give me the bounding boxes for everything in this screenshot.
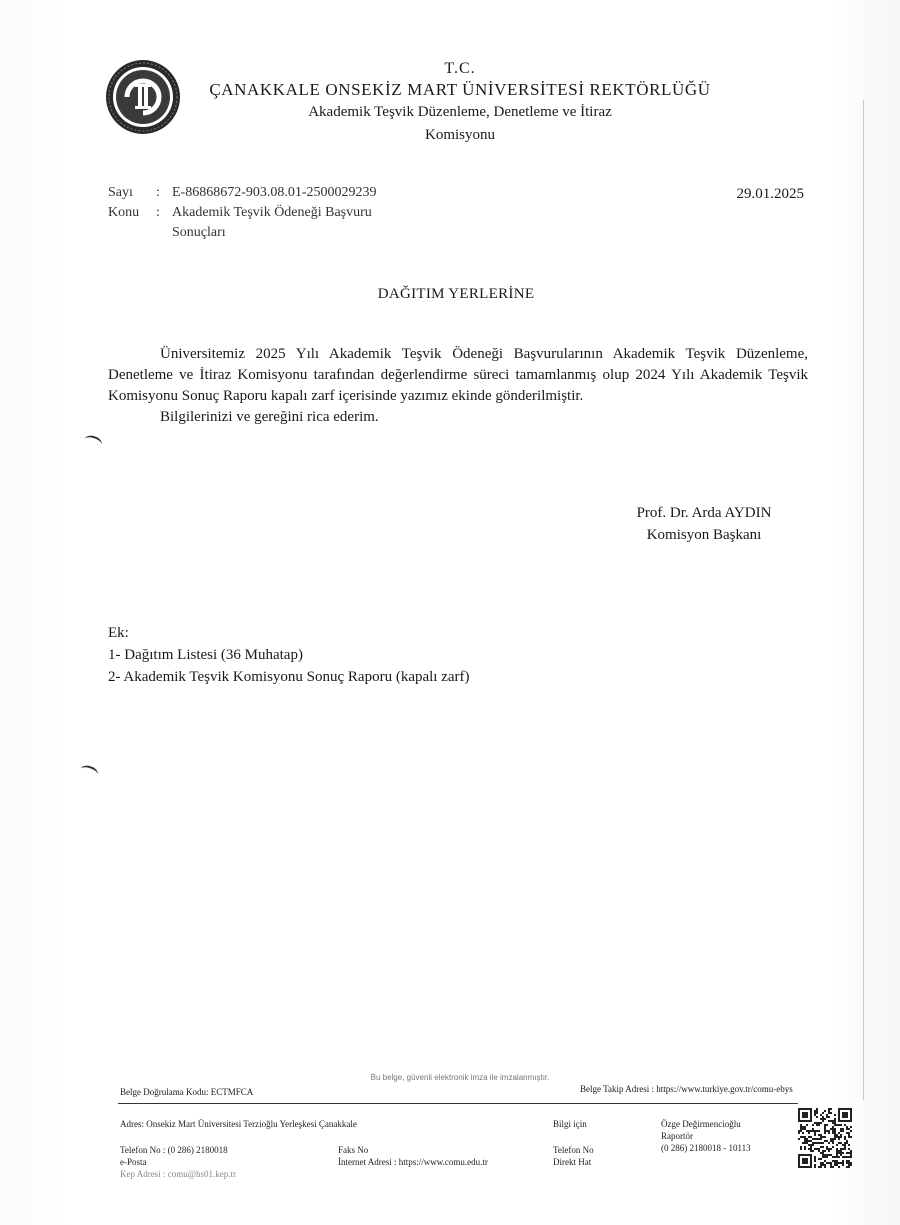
footer-info-label: Bilgi için bbox=[553, 1119, 587, 1129]
annex-item: 2- Akademik Teşvik Komisyonu Sonuç Raporu (kapalı zarf) bbox=[108, 669, 470, 685]
margin-mark bbox=[79, 764, 100, 781]
footer-direct-line: Direkt Hat bbox=[553, 1157, 592, 1167]
konu-value: Akademik Teşvik Ödeneği Başvuru Sonuçları bbox=[172, 205, 372, 240]
sayi-separator: : bbox=[156, 185, 160, 200]
footer-address: Adres: Onsekiz Mart Üniversitesi Terzioğlu Yerleşkesi Çanakkale bbox=[120, 1119, 357, 1129]
body-paragraph-2: Bilgilerinizi ve gereğini rica ederim. bbox=[160, 409, 379, 425]
header-tc: T.C. bbox=[444, 60, 476, 77]
contact-phone: (0 286) 2180018 - 10113 bbox=[661, 1143, 751, 1153]
page-edge-line bbox=[863, 100, 864, 1100]
konu-label: Konu bbox=[108, 205, 140, 220]
footer-email-label: e-Posta bbox=[120, 1157, 147, 1167]
footer-divider bbox=[118, 1103, 798, 1104]
footer-contact bbox=[120, 1118, 800, 1198]
footer-kep: Kep Adresi : comu@hs01.kep.tr bbox=[120, 1169, 237, 1179]
letter-body bbox=[108, 344, 808, 428]
contact-name: Özge Değirmencioğlu bbox=[661, 1119, 741, 1129]
annex-item: 1- Dağıtım Listesi (36 Muhatap) bbox=[108, 647, 303, 663]
document-date: 29.01.2025 bbox=[736, 186, 804, 202]
sayi-value: E-86868672-903.08.01-2500029239 bbox=[172, 185, 377, 200]
body-paragraph-1: Üniversitemiz 2025 Yılı Akademik Teşvik Ödeneği Başvurularının Akademik Teşvik Düzenleme, Denetleme ve İtiraz Komisyonu tarafından değerlendirme süreci tamamlanmış olup 2024 Yılı Akademik Teşvik Komisyonu Sonuç Raporu kapalı zarf içerisinde yazımız ekinde gönderilmiştir. bbox=[108, 346, 808, 404]
annex-block bbox=[108, 622, 470, 688]
header-university: ÇANAKKALE ONSEKİZ MART ÜNİVERSİTESİ REKTÖRLÜĞÜ bbox=[209, 80, 711, 99]
sayi-label: Sayı bbox=[108, 185, 133, 200]
header-commission: Akademik Teşvik Düzenleme, Denetleme ve İtiraz bbox=[308, 104, 612, 120]
document-meta bbox=[108, 183, 452, 243]
konu-separator: : bbox=[156, 205, 160, 220]
contact-title: Raportör bbox=[661, 1131, 693, 1141]
verification-code: Belge Doğrulama Kodu: ECTMFCA bbox=[120, 1087, 254, 1097]
signatory-name: Prof. Dr. Arda AYDIN bbox=[636, 505, 772, 521]
e-signature-note: Bu belge, güvenli elektronik imza ile imzalanmıştır. bbox=[370, 1073, 550, 1082]
footer-internet: İnternet Adresi : https://www.comu.edu.tr bbox=[338, 1157, 488, 1167]
margin-mark bbox=[83, 434, 104, 451]
footer-fax: Faks No bbox=[338, 1145, 369, 1155]
footer-phone: Telefon No : (0 286) 2180018 bbox=[120, 1145, 228, 1155]
tracking-address: Belge Takip Adresi : https://www.turkiye.gov.tr/comu-ebys bbox=[580, 1084, 793, 1094]
signature-block bbox=[590, 502, 818, 546]
letterhead bbox=[180, 60, 740, 144]
distribution-title: DAĞITIM YERLERİNE bbox=[377, 286, 535, 302]
university-seal-icon bbox=[104, 58, 182, 136]
header-commission-cont: Komisyonu bbox=[424, 127, 495, 143]
annex-label: Ek: bbox=[108, 625, 129, 641]
signatory-title: Komisyon Başkanı bbox=[646, 527, 762, 543]
qr-code-icon bbox=[798, 1108, 852, 1168]
footer-phone-label: Telefon No bbox=[553, 1145, 594, 1155]
